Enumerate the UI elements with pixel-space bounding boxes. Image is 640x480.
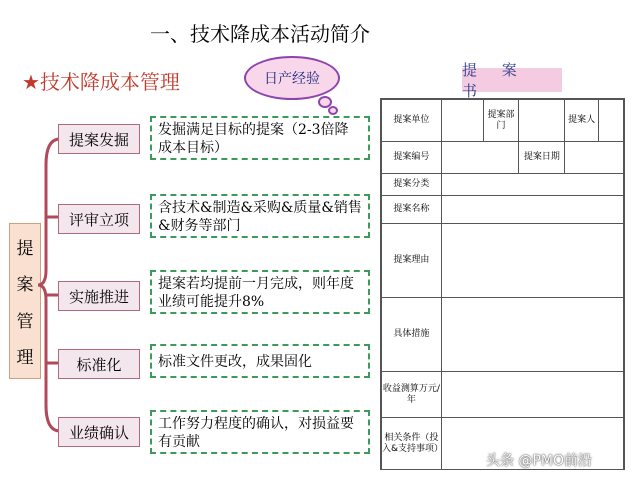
step-desc-implementation: 提案若均提前一月完成，则年度业绩可能提升8% [150, 270, 370, 314]
form-field-category[interactable] [441, 174, 623, 196]
form-field-benefit[interactable] [441, 372, 623, 418]
page-title: 一、技术降成本活动简介 [150, 22, 370, 46]
proposal-management-label [9, 223, 41, 379]
proposal-form [380, 98, 625, 470]
form-label-number: 提案编号 [382, 142, 442, 174]
cloud-tail-puff-small [328, 106, 338, 115]
step-performance-confirm: 业绩确认 [58, 417, 140, 447]
star-icon: ★ [22, 70, 40, 94]
cloud-label: 日产经验 [264, 71, 320, 87]
form-field-unit[interactable] [441, 100, 483, 142]
form-label-measures: 具体措施 [382, 298, 442, 372]
step-desc-standardization: 标准文件更改，成果固化 [150, 344, 370, 378]
proposal-form-title: 提 案 书 [462, 68, 562, 92]
form-label-unit: 提案单位 [382, 100, 442, 142]
step-proposal-discovery: 提案发掘 [58, 124, 140, 154]
thought-cloud [244, 56, 340, 100]
vertical-char: 理 [16, 348, 34, 369]
vertical-char: 提 [16, 238, 34, 259]
form-field-name[interactable] [441, 196, 623, 224]
form-label-date: 提案日期 [519, 142, 565, 174]
form-label-person: 提案人 [565, 100, 599, 142]
form-label-benefit: 收益测算万元/年 [382, 372, 442, 418]
vertical-char: 案 [16, 275, 34, 296]
form-field-reason[interactable] [441, 224, 623, 298]
form-field-measures[interactable] [441, 298, 623, 372]
form-field-date[interactable] [565, 142, 624, 174]
watermark: 头条 @PMO前沿 [486, 453, 592, 469]
step-desc-discovery: 发掘满足目标的提案（2-3倍降成本目标） [150, 116, 370, 160]
step-desc-review: 含技术&制造&采购&质量&销售&财务等部门 [150, 194, 370, 238]
step-implementation: 实施推进 [58, 281, 140, 311]
form-label-conditions: 相关条件（投入&支持事项） [382, 418, 442, 470]
vertical-char: 管 [16, 311, 34, 332]
form-field-dept[interactable] [519, 100, 565, 142]
form-label-reason: 提案理由 [382, 224, 442, 298]
form-label-name: 提案名称 [382, 196, 442, 224]
step-review-approval: 评审立项 [58, 204, 140, 234]
form-field-number[interactable] [441, 142, 519, 174]
step-standardization: 标准化 [58, 349, 140, 379]
section-heading-text: 技术降成本管理 [39, 70, 180, 94]
step-desc-performance: 工作努力程度的确认，对损益要有贡献 [150, 410, 370, 454]
form-field-person[interactable] [599, 100, 624, 142]
form-label-category: 提案分类 [382, 174, 442, 196]
section-heading [22, 66, 180, 95]
form-label-dept: 提案部门 [483, 100, 519, 142]
proposal-form-table [381, 99, 624, 470]
